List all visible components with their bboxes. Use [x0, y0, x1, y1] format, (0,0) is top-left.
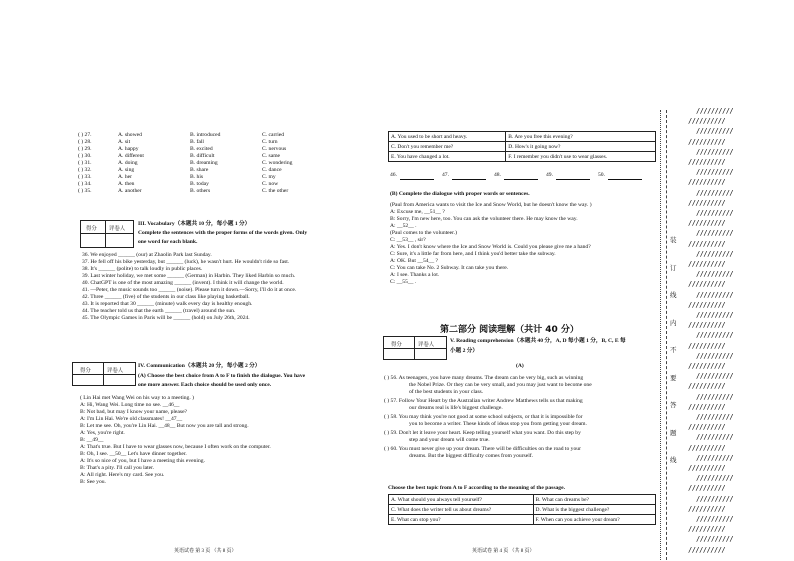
slash-line: ////////// [688, 158, 726, 166]
mc-question-number: ( ) 34. [78, 181, 92, 187]
topic-choice: D. What is the biggest challenge? [533, 505, 656, 515]
rc-item-first-line: ( ) 58. You may think you're not good at some school subjects, or that it is impossible for [384, 414, 583, 420]
comm-instruction-2: one more answer. Each choice should be used only once. [138, 382, 272, 388]
mc-options-b [190, 132, 220, 195]
slash-line: ////////// [688, 382, 726, 391]
mc-option-c: C. same [262, 153, 281, 159]
slash-line: ////////// [688, 117, 726, 126]
mc-option-b: B. excited [190, 146, 213, 152]
slash-line: ////////// [696, 290, 734, 299]
grader-label: 评卷人 [418, 342, 435, 348]
slash-line: ////////// [696, 453, 734, 462]
slash-line: ////////// [688, 504, 726, 513]
slash-line: ////////// [696, 127, 734, 136]
vocab-instruction-1: Complete the sentences with the proper forms of the words given. Only [138, 230, 308, 236]
slash-line: ////////// [688, 198, 726, 207]
rc-item-continuation: you to become a writer. These kinds of ideas stop you from getting your dream. [409, 421, 587, 427]
comm-title: IV. Communication（本题共 20 分，每小题 2 分） [138, 363, 261, 369]
mc-option-a: A. sit [118, 139, 131, 145]
slash-line: ////////// [688, 525, 726, 534]
topic-choice: F. When can you achieve your dream? [533, 515, 656, 525]
dialogue-choice: E. You have changed a lot. [389, 152, 506, 162]
slash-line: ////////// [696, 392, 734, 401]
mc-option-a: A. different [118, 153, 144, 159]
slash-line: ////////// [696, 168, 734, 177]
binding-margin [656, 0, 794, 561]
partB-line: C: __55__ . [390, 279, 417, 285]
topic-choice: E. What can stop you? [389, 515, 534, 525]
grader-label: 评卷人 [109, 226, 126, 232]
dialogue-choice: D. How's it going now? [506, 142, 656, 152]
slash-line: ////////// [696, 331, 734, 340]
mc-option-a: A. sing [118, 167, 135, 173]
vocab-item: 41. —Peter, the music sounds too ______ (noise). Please turn it down.—Sorry, I'll do it at once. [82, 287, 297, 293]
binding-char: 线 [670, 457, 677, 464]
mc-question-number: ( ) 29. [78, 146, 92, 152]
fold-line [666, 110, 667, 560]
score-box-vocab [80, 220, 134, 248]
vocab-item: 45. The Olympic Games in Paris will be ______ (hold) on July 26th, 2024. [82, 315, 250, 321]
binding-char: 答 [670, 402, 677, 409]
mc-option-b: B. difficult [190, 153, 215, 159]
partB-line: C: Sure, it's a little far from here, and I think you'd better take the subway. [390, 251, 556, 257]
slash-line: ////////// [696, 413, 734, 421]
binding-char: 内 [670, 320, 677, 327]
slash-line: ////////// [688, 260, 726, 268]
mc-question-number: ( ) 27. [78, 132, 92, 138]
mc-option-b: B. share [190, 167, 209, 173]
mc-question-numbers [78, 132, 92, 195]
dialogue-line: B: Not bad, but may I know your name, please? [80, 409, 188, 415]
dialogue-choice: C. Don't you remember me? [389, 142, 506, 152]
dialogue-choices-table [388, 131, 656, 162]
mc-option-c: C. dance [262, 167, 282, 173]
slash-line: ////////// [696, 311, 734, 319]
binding-char: 订 [670, 265, 677, 272]
mc-option-a: A. showed [118, 132, 142, 138]
slash-line: ////////// [688, 239, 726, 248]
dialogue-line: A: All right. Here's my card. See you. [80, 472, 165, 478]
dialogue-line: B: Oh, I see. __50__ Let's have dinner together. [80, 451, 187, 457]
vocab-instruction-2: one word for each blank. [138, 239, 198, 245]
vocab-item: 40. ChatGPT is one of the most amazing ______ (invent). I think it will change the world. [82, 280, 284, 286]
slash-line: ////////// [696, 229, 734, 238]
slash-line: ////////// [688, 321, 726, 330]
slash-line: ////////// [696, 515, 734, 523]
partB-line: A: I see. Thanks a lot. [390, 272, 440, 278]
rc-item-spacer [384, 459, 592, 461]
slash-line: ////////// [696, 494, 734, 503]
mc-option-b: B. today [190, 181, 209, 187]
slash-line: ////////// [696, 270, 734, 279]
footer-page-4: 英语试卷 第 4 页 （共 8 页） [472, 549, 535, 554]
mc-option-a: A. happy [118, 146, 139, 152]
exam-page-3 [0, 0, 388, 561]
slash-line: ////////// [688, 300, 726, 309]
partB-line: (Paul comes to the volunteer.) [390, 230, 457, 236]
dialogue-line: A: That's true. But I have to wear glasses now, because I often work on the computer. [80, 444, 271, 450]
dialogue-line: A: It's so nice of you, but I have a meeting this evening. [80, 458, 205, 464]
binding-char: 要 [670, 375, 677, 382]
mc-question-number: ( ) 32. [78, 167, 92, 173]
answer-blank[interactable]: 49. [546, 173, 590, 180]
slash-line: ////////// [696, 433, 734, 442]
score-box-comm [72, 362, 136, 386]
topic-choice: C. What does the writer tell us about dreams? [389, 505, 534, 515]
mc-option-b: B. his [190, 174, 204, 180]
score-label: 得分 [86, 226, 97, 232]
rc-item-continuation: dreams. But the biggest difficulty comes from yourself. [409, 453, 534, 459]
partB-dialogue [390, 201, 592, 285]
slash-line: ////////// [688, 402, 726, 411]
mc-option-b: B. fall [190, 139, 204, 145]
slash-line: ////////// [696, 535, 734, 544]
vocab-item: 38. It's ______ (polite) to talk loudly in public places. [82, 266, 203, 272]
dialogue-line: ( Lin Hai met Wang Wei on his way to a meeting. ) [80, 395, 195, 401]
mc-option-c: C. turn [262, 139, 278, 145]
mc-option-b: B. others [190, 188, 211, 194]
slash-line: ////////// [696, 107, 734, 115]
answer-blank[interactable]: 47. [442, 173, 486, 180]
answer-blank[interactable]: 46. [390, 173, 434, 180]
dialogue-line: B: That's a pity. I'll call you later. [80, 465, 155, 471]
partB-line: C: __53__ , sir? [390, 237, 426, 243]
mc-option-b: B. dreaming [190, 160, 218, 166]
answer-blank[interactable]: 48. [494, 173, 538, 180]
slash-line: ////////// [688, 362, 726, 370]
slash-line: ////////// [688, 443, 726, 452]
rc-item-continuation: of the best students in your class. [409, 389, 484, 395]
topic-choice: B. What can dreams be? [533, 495, 656, 505]
binding-char: 装 [670, 237, 677, 244]
slash-line: ////////// [696, 147, 734, 156]
mc-option-c: C. nervous [262, 146, 287, 152]
score-label: 得分 [391, 342, 402, 348]
rc-item-continuation: our dreams real is life's biggest challenge. [409, 405, 503, 411]
exam-page-4 [384, 0, 656, 561]
mc-option-c: C. now [262, 181, 279, 187]
slash-line: ////////// [696, 209, 734, 217]
slash-line: ////////// [688, 219, 726, 228]
dialogue-line: B: __49__ [80, 437, 104, 443]
vocab-item: 42. Three ______ (five) of the students in our class like playing basketball. [82, 294, 250, 300]
vocab-item: 39. Last winter holiday, we met some ______ (German) in Harbin. They liked Harbin so much. [82, 273, 296, 279]
partB-line: (Paul from America wants to visit the Ice and Snow World, but he doesn't know the way. ) [390, 202, 592, 208]
dialogue-line: B: See you. [80, 479, 106, 485]
grader-label: 评卷人 [107, 368, 124, 374]
partB-line: A: __52__ . [390, 223, 417, 229]
rc-title: V. Reading comprehension（本题共 40 分，A, D 每小题 1 分，B, C, E 每 [450, 338, 626, 344]
mc-options-c [262, 132, 292, 195]
comm-instruction-1: (A) Choose the best choice from A to F to finish the dialogue. You have [138, 373, 306, 379]
mc-options-a [118, 132, 144, 195]
slash-line: ////////// [688, 341, 726, 350]
mc-option-c: C. carried [262, 132, 285, 138]
slash-line: ////////// [696, 188, 734, 197]
rc-item-continuation: the Nobel Prize. Or they can be very small, and you may just want to become one [409, 382, 592, 388]
score-box-reading [383, 336, 447, 360]
rc-passage-items [384, 374, 592, 461]
dialogue-line: A: I'm Lin Hai. We're old classmates! __47__ [80, 416, 183, 422]
mc-option-b: B. introduced [190, 132, 221, 138]
mc-question-number: ( ) 30. [78, 153, 92, 159]
mc-option-a: A. doing [118, 160, 138, 166]
dialogue-choice: A. You used to be short and heavy. [389, 132, 506, 142]
footer-page-3: 英语试卷 第 3 页 （共 8 页） [174, 549, 237, 554]
topic-choice: A. What should you always tell yourself? [389, 495, 534, 505]
rc-item-first-line: ( ) 59. Don't let it leave your heart. Keep telling yourself what you want. Do this step by [384, 430, 581, 436]
rc-part-a: (A) [516, 363, 524, 369]
dialogue-lines [80, 393, 271, 484]
binding-char: 题 [670, 430, 677, 437]
binding-char: 不 [670, 347, 677, 354]
slash-line: ////////// [688, 464, 726, 472]
slash-line: ////////// [688, 137, 726, 146]
mc-option-a: A. then [118, 181, 135, 187]
partB-line: B: Sorry, I'm new here, too. You can ask the volunteer there. He may know the way. [390, 216, 578, 222]
mc-option-a: A. another [118, 188, 142, 194]
mc-question-number: ( ) 28. [78, 139, 92, 145]
dialogue-line: B: Let me see. Oh, you're Lin Hai. __48__ But now you are tall and strong. [80, 423, 249, 429]
partB-line: C: You can take No. 2 Subway. It can take you there. [390, 265, 509, 271]
slash-line: ////////// [688, 178, 726, 187]
slash-line: ////////// [696, 351, 734, 360]
mc-option-a: A. her [118, 174, 132, 180]
partB-line: A: OK. But __54__ ? [390, 258, 439, 264]
vocab-items [82, 251, 296, 321]
rc-item-first-line: ( ) 56. As teenagers, you have many dreams. The dream can be very big, such as winning [384, 375, 584, 381]
answer-blank[interactable]: 50. [598, 173, 642, 180]
vocab-item: 43. It is reported that 30 ______ (minute) walk every day is healthy enough. [82, 301, 253, 307]
slash-line: ////////// [696, 249, 734, 258]
partB-title: (B) Complete the dialogue with proper words or sentences. [390, 191, 530, 197]
mc-question-number: ( ) 33. [78, 174, 92, 180]
slash-line: ////////// [696, 372, 734, 381]
vocab-item: 36. We enjoyed ______ (our) at Zhaolin Park last Sunday. [82, 252, 212, 258]
rc-item-first-line: ( ) 57. Follow Your Heart by the Australian writer Andrew Matthews tells us that making [384, 398, 583, 404]
mc-option-c: C. my [262, 174, 276, 180]
rc-instruction: Choose the best topic from A to F according to the meaning of the passage. [388, 485, 565, 491]
slash-line: ////////// [688, 423, 726, 432]
section2-title: 第二部分 阅读理解（共计 40 分） [440, 325, 579, 335]
dialogue-line: A: Yes, you're right. [80, 430, 125, 436]
dialogue-line: A: Hi, Wang Wei. Long time no see. __46__ [80, 402, 180, 408]
dialogue-choice: F. I remember you didn't use to wear glasses. [506, 152, 656, 162]
mc-question-number: ( ) 31. [78, 160, 92, 166]
slash-line: ////////// [688, 545, 726, 554]
rc-item-first-line: ( ) 60. You must never give up your dream. There will be difficulties on the road to your [384, 446, 581, 452]
vocab-item: 37. He fell off his bike yesterday, but ______ (luck), he wasn't hurt. He wouldn't ride so fast. [82, 259, 290, 265]
vocab-item: 44. The teacher told us that the earth ______ (travel) around the sun. [82, 308, 236, 314]
vocab-title: III. Vocabulary（本题共 10 分，每小题 1 分） [138, 221, 251, 227]
rc-item-continuation: step and your dream will come true. [409, 437, 490, 443]
rc-title-2: 小题 2 分） [450, 348, 478, 354]
topic-choices-table [388, 494, 656, 525]
partB-line: A: Yes. I don't know where the Ice and Snow World is. Could you please give me a hand? [390, 244, 591, 250]
score-label: 得分 [80, 368, 91, 374]
slash-line: ////////// [696, 474, 734, 483]
mc-option-c: C. the other [262, 188, 289, 194]
mc-option-c: C. wondering [262, 160, 293, 166]
fold-line-2 [660, 110, 661, 560]
partB-line: A: Excuse me, __51__ ? [390, 209, 445, 215]
slash-line: ////////// [688, 484, 726, 493]
slash-line: ////////// [688, 280, 726, 289]
binding-char: 线 [670, 292, 677, 299]
mc-question-number: ( ) 35. [78, 188, 92, 194]
dialogue-choice: B. Are you free this evening? [506, 132, 656, 142]
